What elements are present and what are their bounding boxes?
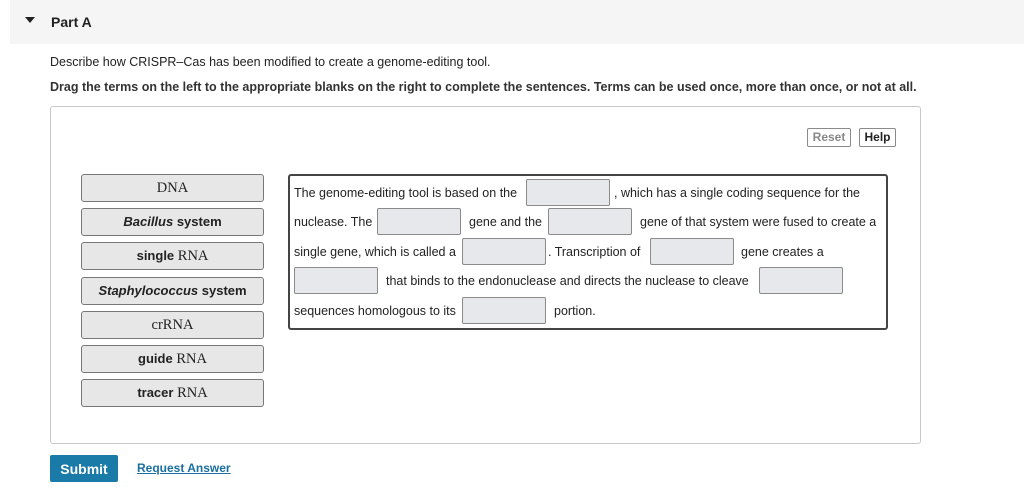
submit-button[interactable]: Submit <box>50 455 118 482</box>
drop-blank-6[interactable] <box>294 267 378 294</box>
sentence-text: sequences homologous to its <box>294 304 456 318</box>
question-prompt: Describe how CRISPR–Cas has been modified to create a genome-editing tool. <box>50 55 491 69</box>
sentence-text: . Transcription of <box>548 245 641 259</box>
help-button[interactable]: Help <box>859 128 896 147</box>
sentence-text: gene creates a <box>741 245 824 259</box>
part-header[interactable] <box>10 0 1024 44</box>
drop-blank-3[interactable] <box>548 208 632 235</box>
sentence-text: The genome-editing tool is based on the <box>294 186 518 200</box>
drop-blank-1[interactable] <box>526 179 610 206</box>
drop-blank-2[interactable] <box>377 208 461 235</box>
sentence-text: gene of that system were fused to create a <box>640 215 877 229</box>
term-single-rna[interactable] <box>81 242 264 270</box>
drop-blank-8[interactable] <box>462 297 546 324</box>
request-answer-link[interactable]: Request Answer <box>137 461 231 475</box>
term-label-italic: Bacillus <box>123 214 174 229</box>
term-label: DNA <box>156 180 189 196</box>
sentence-text: single gene, which is called a <box>294 245 456 259</box>
term-label: tracer <box>137 385 178 400</box>
instructions: Drag the terms on the left to the appropriate blanks on the right to complete the sentences. Terms can be used once, more than once, or not at all. <box>50 80 917 94</box>
part-title: Part A <box>51 14 92 30</box>
reset-button[interactable]: Reset <box>807 128 851 147</box>
term-label-italic: Staphylococcus <box>98 283 199 298</box>
caret-down-icon[interactable] <box>25 17 35 23</box>
sentence-text: that binds to the endonuclease and directs the nuclease to cleave <box>386 274 749 288</box>
sentence-text: , which has a single coding sequence for the <box>614 186 860 200</box>
term-label: system <box>198 283 247 298</box>
term-label: system <box>173 214 222 229</box>
term-label-serif: RNA <box>176 351 207 367</box>
sentence-text: portion. <box>554 304 596 318</box>
term-crrna[interactable] <box>81 311 264 339</box>
term-guide-rna[interactable] <box>81 345 264 373</box>
term-label-serif: RNA <box>177 248 209 264</box>
drop-blank-7[interactable] <box>759 267 843 294</box>
term-label: crRNA <box>151 317 194 333</box>
sentence-text: gene and the <box>469 215 542 229</box>
term-staphylococcus-system[interactable] <box>81 277 264 305</box>
term-dna[interactable] <box>81 174 264 202</box>
sentence-text: nuclease. The <box>294 215 373 229</box>
term-label: guide <box>138 351 177 366</box>
term-label: single <box>136 248 178 263</box>
term-bacillus-system[interactable] <box>81 208 264 236</box>
term-label-serif: RNA <box>177 385 208 401</box>
drop-blank-4[interactable] <box>462 238 546 265</box>
drop-blank-5[interactable] <box>650 238 734 265</box>
term-tracer-rna[interactable] <box>81 379 264 407</box>
